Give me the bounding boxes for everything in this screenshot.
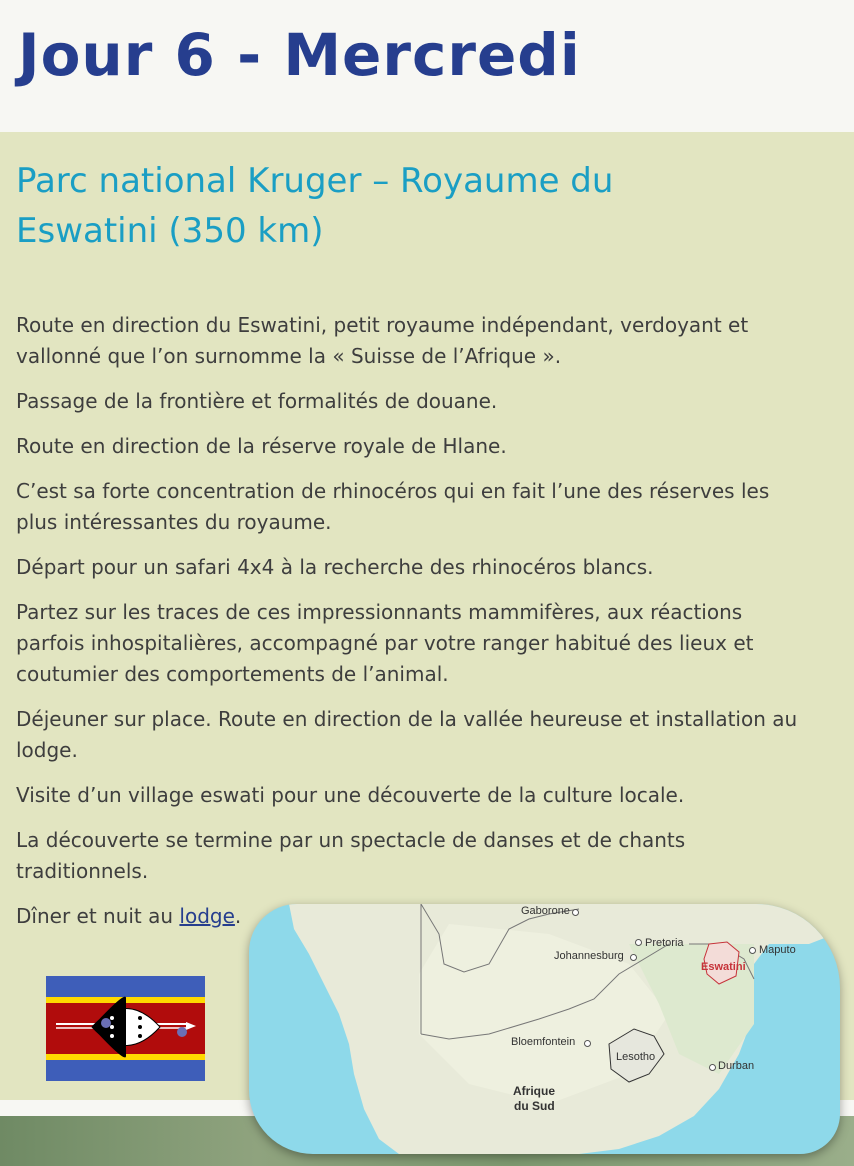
map-label: Bloemfontein: [511, 1036, 576, 1048]
paragraph: Passage de la frontière et formalités de douane.: [16, 389, 498, 413]
paragraph: Route en direction de la réserve royale de Hlane.: [16, 434, 507, 458]
map-label: Lesotho: [616, 1051, 656, 1063]
south-africa-map-icon: [249, 904, 840, 1154]
map-label: Durban: [718, 1060, 755, 1072]
map-label: Gaborone: [521, 905, 570, 917]
map-image: [249, 904, 840, 1154]
paragraph: C’est sa forte concentration de rhinocéros qui en fait l’une des réserves les plus intéressantes du royaume.: [16, 479, 770, 534]
page-header: [0, 0, 854, 132]
paragraph-punct: .: [234, 904, 242, 928]
paragraph: Déjeuner sur place. Route en direction de la vallée heureuse et installation au lodge.: [16, 707, 798, 762]
paragraph: La découverte se termine par un spectacle de danses et de chants traditionnels.: [16, 828, 686, 883]
map-label: Afrique: [513, 1084, 555, 1098]
map-label: Eswatini: [701, 961, 746, 973]
map-label: Maputo: [759, 944, 796, 956]
itinerary-text: [16, 310, 816, 946]
paragraph-text: Dîner et nuit au: [16, 904, 180, 928]
paragraph: Partez sur les traces de ces impressionnants mammifères, aux réactions parfois inhospitalières, accompagné par votre ranger habitué des lieux et coutumier des comportements de l’animal.: [16, 600, 754, 686]
paragraph: Départ pour un safari 4x4 à la recherche des rhinocéros blancs.: [16, 555, 654, 579]
page-title: Jour 6 - Mercredi: [18, 21, 581, 89]
map-label: du Sud: [514, 1099, 555, 1113]
map-label: Johannesburg: [554, 950, 624, 962]
lodge-link[interactable]: lodge: [179, 904, 235, 928]
eswatini-flag-icon: [46, 976, 205, 1081]
paragraph: Visite d’un village eswati pour une découverte de la culture locale.: [16, 783, 685, 807]
paragraph: Route en direction du Eswatini, petit royaume indépendant, verdoyant et vallonné que l’on surnomme la « Suisse de l’Afrique ».: [16, 313, 749, 368]
map-label: Pretoria: [645, 937, 684, 949]
section-subtitle: Parc national Kruger – Royaume du Eswatini (350 km): [16, 161, 614, 251]
